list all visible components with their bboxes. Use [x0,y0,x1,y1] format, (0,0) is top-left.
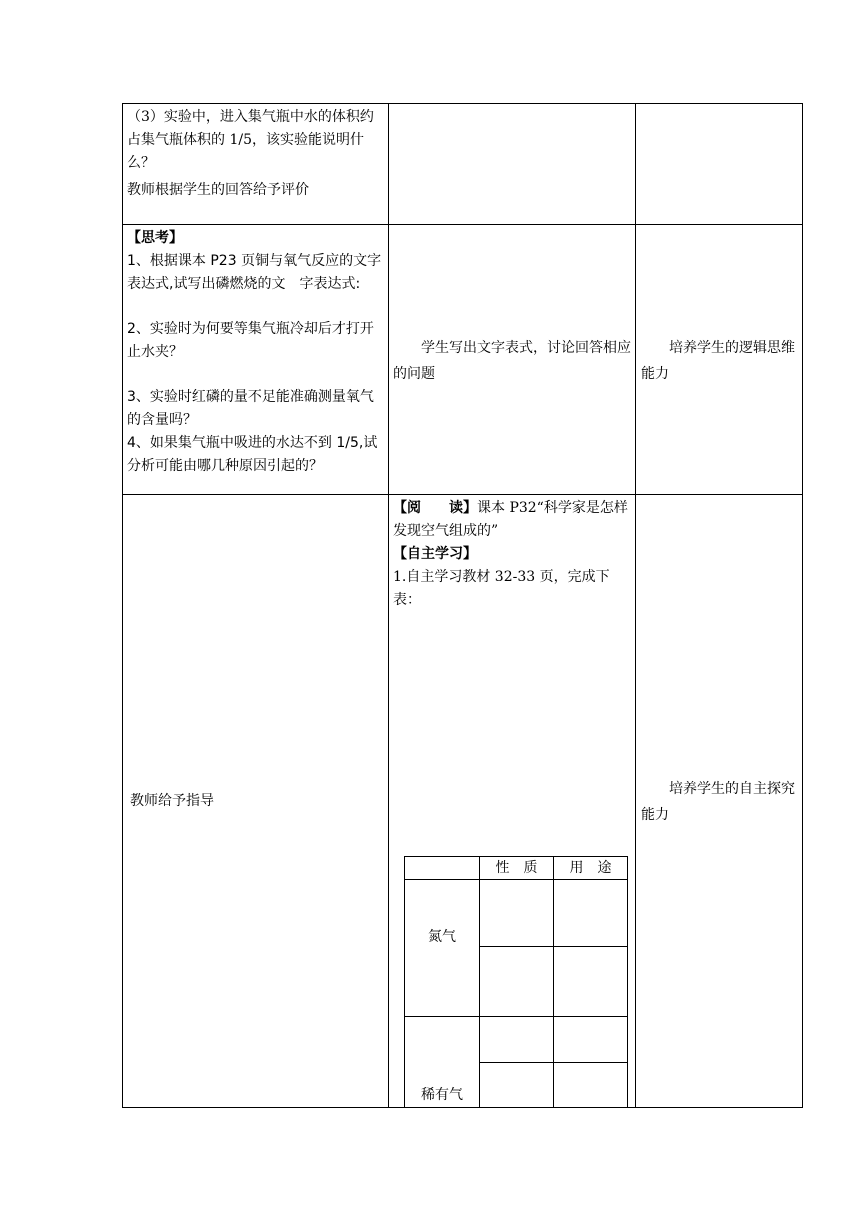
row3-col2-cell [393,497,631,612]
self-study-heading: 【自主学习】 [393,546,477,562]
inner-left-border [404,856,405,1108]
self-study-text: 1.自主学习教材 32-33 页，完成下表： [393,569,610,608]
row3-teacher-guide: 教师给予指导 [130,793,214,809]
reading-line [393,497,631,543]
inner-header-property: 性 质 [495,860,538,876]
col2-right-border [635,103,636,1108]
inner-header-use: 用 途 [569,860,612,876]
inner-row-nitrogen: 氮气 [428,929,456,945]
inner-row-noble-gas: 稀有气 [421,1087,463,1103]
row2-bottom-border [122,494,803,495]
row1-bottom-border [122,224,803,225]
row2-col2-cell [393,335,631,387]
row3-goal: 培养学生的自主探究能力 [641,781,795,823]
row1-col1-cell [127,106,385,202]
inner-col1-right [479,856,480,1108]
row2-col3-cell [641,335,797,387]
table-left-border [122,103,123,1108]
table-right-border [802,103,803,1108]
row1-note: 教师根据学生的回答给予评价 [127,182,309,198]
table-bottom-border [122,1107,803,1108]
inner-n2-bottom [404,1016,628,1017]
row3-col1-cell [130,790,380,813]
row1-question: （3）实验中，进入集气瓶中水的体积约占集气瓶体积的 1/5，该实验能说明什么？ [127,109,374,171]
think-question-4: 4、如果集气瓶中吸进的水达不到 1/5,试分析可能由哪几种原因引起的？ [127,435,378,474]
col1-right-border [388,103,389,1108]
think-heading: 【思考】 [127,230,183,246]
row2-goal: 培养学生的逻辑思维能力 [641,340,795,382]
inner-right-border [627,856,628,1108]
inner-col2-right [553,856,554,1108]
reading-label: 【阅 读】 [393,500,477,516]
table-top-border [122,103,803,104]
think-question-1: 1、根据课本 P23 页铜与氧气反应的文字表达式,试写出磷燃烧的文 字表达式: [127,253,382,292]
reading-text: 课本 P32“科学家是怎样发现空气组成的” [393,500,628,539]
row2-col1-cell [127,227,385,478]
think-question-3: 3、实验时红磷的量不足能准确测量氧气的含量吗？ [127,389,374,428]
row2-student-activity: 学生写出文字表式，讨论回答相应的问题 [393,340,631,382]
think-question-2: 2、实验时为何要等集气瓶冷却后才打开止水夹？ [127,321,374,360]
row3-col3-cell [641,776,797,828]
